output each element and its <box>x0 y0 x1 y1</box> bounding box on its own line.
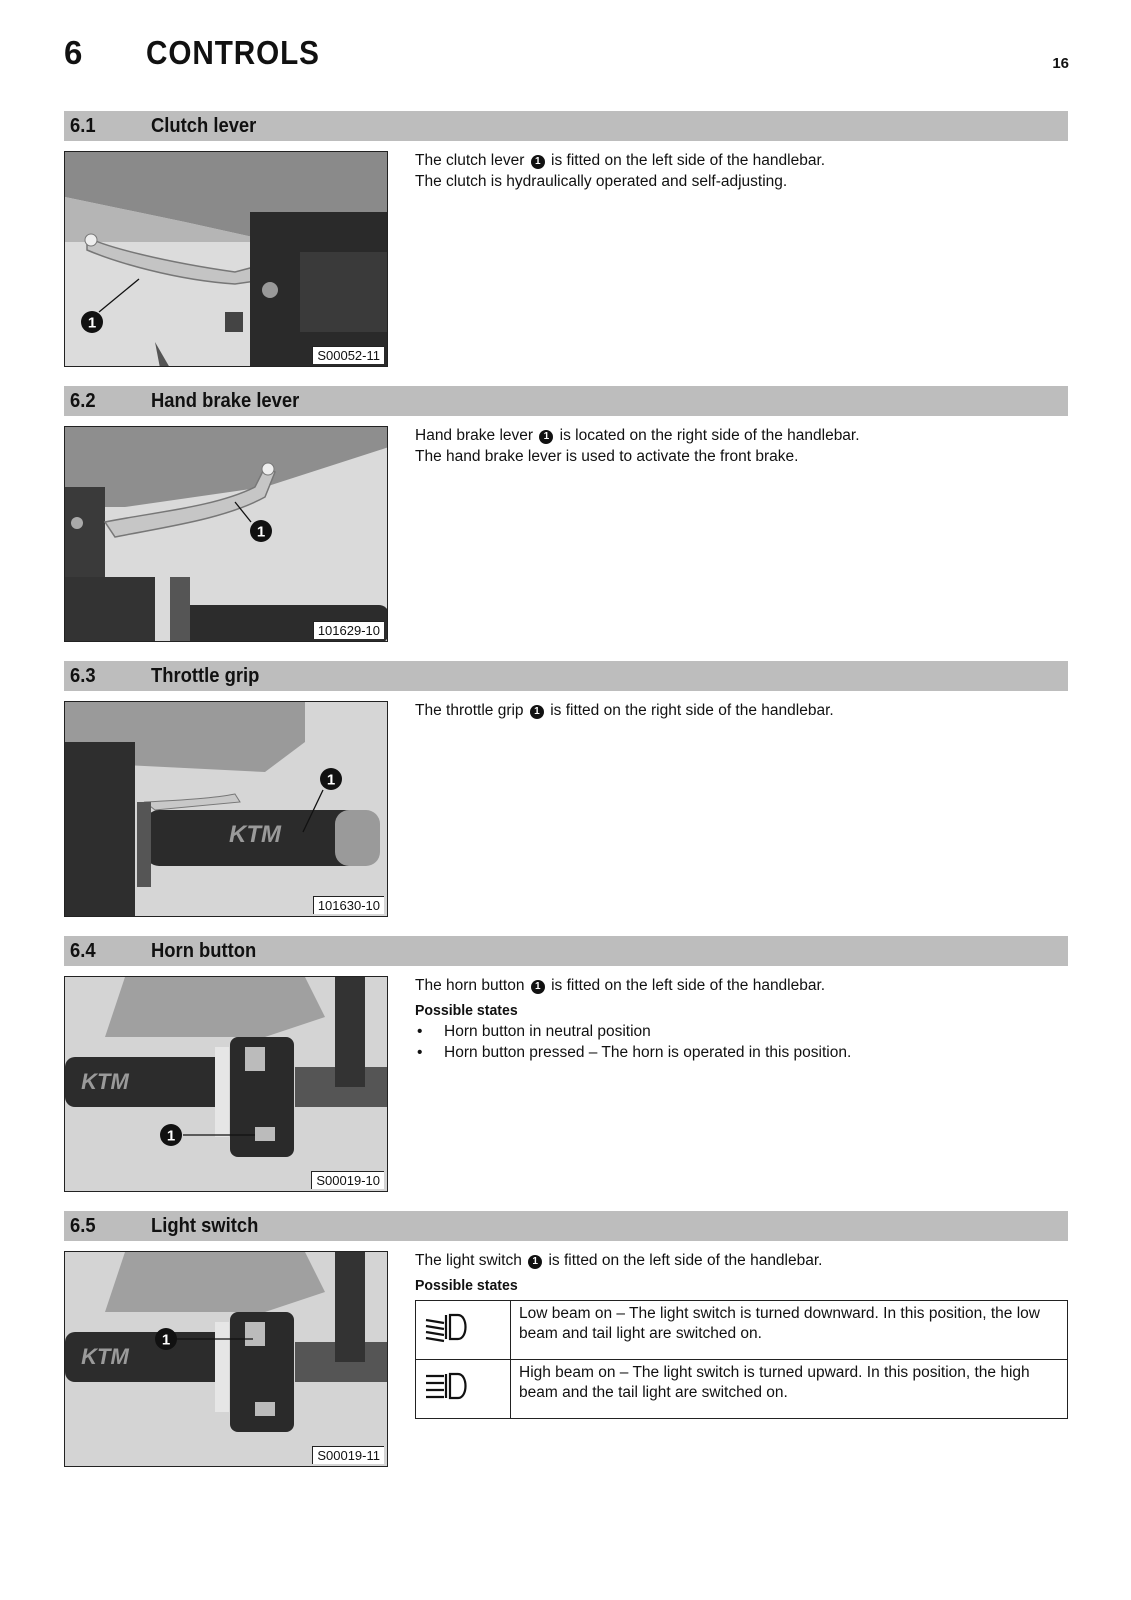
table-cell-icon <box>416 1360 511 1419</box>
table-cell-text: Low beam on – The light switch is turned downward. In this position, the low beam and tail light are switched on. <box>511 1301 1068 1360</box>
table-row <box>416 1360 1068 1419</box>
section-heading <box>64 1211 1068 1241</box>
callout-marker: 1 <box>539 430 553 444</box>
text-line: The throttle grip <box>415 702 524 719</box>
page-number: 16 <box>1052 55 1069 72</box>
callout-number: 1 <box>87 314 97 332</box>
section-text <box>415 700 1068 721</box>
callout-number: 1 <box>161 1331 171 1349</box>
callout-marker: 1 <box>531 980 545 994</box>
list-item: • Horn button pressed – The horn is operated in this position. <box>415 1042 1068 1063</box>
callout-number: 1 <box>166 1127 176 1145</box>
clutch-lever-photo <box>64 151 388 367</box>
section-heading <box>64 936 1068 966</box>
ktm-logo: KTM <box>81 1069 129 1094</box>
section-number: 6.2 <box>70 390 96 412</box>
section-light-switch <box>64 1211 1068 1463</box>
ktm-logo: KTM <box>229 821 281 848</box>
section-throttle-grip <box>64 661 1068 913</box>
figure-id: S00052-11 <box>312 346 384 364</box>
callout-number: 1 <box>326 771 336 789</box>
possible-states-heading: Possible states <box>415 1002 518 1019</box>
section-hand-brake-lever <box>64 386 1068 638</box>
section-title: Throttle grip <box>151 665 260 687</box>
section-title: Hand brake lever <box>151 390 300 412</box>
throttle-grip-photo <box>64 701 388 917</box>
section-number: 6.1 <box>70 115 96 137</box>
text-line: The light switch <box>415 1252 522 1269</box>
figure-id: S00019-10 <box>311 1171 384 1189</box>
table-cell-text: High beam on – The light switch is turned upward. In this position, the high beam and the tail light are switched on. <box>511 1360 1068 1419</box>
section-heading <box>64 111 1068 141</box>
section-title: Clutch lever <box>151 115 257 137</box>
hand-brake-lever-photo <box>64 426 388 642</box>
table-cell-icon <box>416 1301 511 1360</box>
text-line: is fitted on the left side of the handlebar. <box>548 1252 823 1269</box>
text-line: The horn button <box>415 977 525 994</box>
section-heading <box>64 386 1068 416</box>
callout-number: 1 <box>256 523 266 541</box>
text-line: is fitted on the left side of the handlebar. <box>551 977 826 994</box>
low-beam-icon <box>416 1301 510 1353</box>
text-line: Hand brake lever <box>415 427 534 444</box>
section-title: Horn button <box>151 940 257 962</box>
list-item: • Horn button in neutral position <box>415 1021 1068 1042</box>
figure-id: S00019-11 <box>312 1446 384 1464</box>
figure-id: 101629-10 <box>313 621 384 639</box>
states-list <box>415 1021 1068 1063</box>
section-text <box>415 425 1068 467</box>
section-text <box>415 1250 1068 1419</box>
table-row <box>416 1301 1068 1360</box>
section-title: Light switch <box>151 1215 259 1237</box>
chapter-number: 6 <box>64 34 84 71</box>
section-number: 6.4 <box>70 940 96 962</box>
section-horn-button <box>64 936 1068 1188</box>
possible-states-heading: Possible states <box>415 1277 518 1294</box>
callout-marker: 1 <box>531 155 545 169</box>
figure-id: 101630-10 <box>313 896 384 914</box>
callout-marker: 1 <box>530 705 544 719</box>
section-heading <box>64 661 1068 691</box>
section-number: 6.3 <box>70 665 96 687</box>
section-clutch-lever <box>64 111 1068 363</box>
ktm-logo: KTM <box>81 1344 129 1369</box>
text-line: The clutch is hydraulically operated and self-adjusting. <box>415 173 788 190</box>
horn-button-photo <box>64 976 388 1192</box>
chapter-title: CONTROLS <box>146 34 320 71</box>
light-states-table <box>415 1300 1068 1419</box>
text-line: is fitted on the left side of the handlebar. <box>551 152 826 169</box>
high-beam-icon <box>416 1360 510 1412</box>
section-text <box>415 975 1068 1063</box>
section-text <box>415 150 1068 192</box>
callout-marker: 1 <box>528 1255 542 1269</box>
text-line: The clutch lever <box>415 152 525 169</box>
text-line: The hand brake lever is used to activate the front brake. <box>415 448 799 465</box>
text-line: is located on the right side of the handlebar. <box>559 427 860 444</box>
section-number: 6.5 <box>70 1215 96 1237</box>
text-line: is fitted on the right side of the handlebar. <box>550 702 834 719</box>
light-switch-photo <box>64 1251 388 1467</box>
